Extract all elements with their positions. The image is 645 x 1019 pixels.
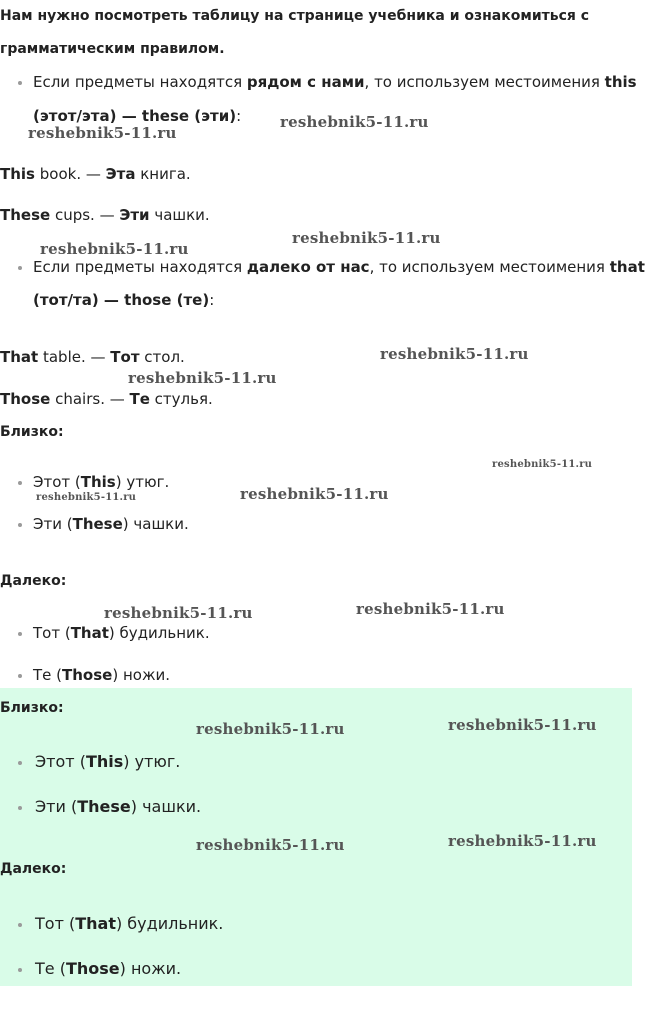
item-text: ) чашки. xyxy=(130,797,202,816)
bullet-dot xyxy=(18,481,22,485)
example-bold: Тот xyxy=(110,348,140,366)
rule-far-line-2 xyxy=(33,291,214,309)
watermark: reshebnik5-11.ru xyxy=(448,716,597,734)
item-bold: These xyxy=(77,797,131,816)
rule-far-line-1 xyxy=(33,258,645,276)
rule-bold: рядом с нами xyxy=(246,73,365,91)
example-text: chairs. — xyxy=(50,390,130,408)
rule-near-line-1 xyxy=(33,73,637,91)
example-text: cups. — xyxy=(50,206,120,224)
rule-text: Если предметы находятся xyxy=(33,73,247,91)
item-text: ) будильник. xyxy=(108,624,210,642)
item-bold: These xyxy=(72,515,123,533)
watermark: reshebnik5-11.ru xyxy=(380,345,529,363)
example-bold: That xyxy=(0,348,39,366)
list-item xyxy=(33,666,170,684)
example-bold: Those xyxy=(0,390,51,408)
list-item xyxy=(35,797,201,816)
bullet-dot xyxy=(18,81,22,85)
list-item xyxy=(33,473,169,491)
watermark: reshebnik5-11.ru xyxy=(36,492,137,503)
rule-bold: (тот/та) — those (те) xyxy=(33,291,210,309)
intro-line-2: грамматическим правилом. xyxy=(0,41,225,57)
example-that-table xyxy=(0,348,185,366)
bullet-dot xyxy=(18,674,22,678)
list-item xyxy=(35,914,223,933)
item-text: Тот ( xyxy=(35,914,76,933)
rule-bold: далеко от нас xyxy=(246,258,370,276)
watermark: reshebnik5-11.ru xyxy=(128,369,277,387)
bullet-dot xyxy=(18,806,22,810)
list-item xyxy=(35,959,181,978)
item-text: Тот ( xyxy=(33,624,71,642)
rule-text: : xyxy=(236,107,242,125)
item-bold: That xyxy=(70,624,109,642)
watermark: reshebnik5-11.ru xyxy=(240,485,389,503)
item-text: Те ( xyxy=(33,666,63,684)
example-bold: This xyxy=(0,165,35,183)
example-bold: These xyxy=(0,206,51,224)
item-bold: Those xyxy=(65,959,120,978)
example-text: table. — xyxy=(38,348,111,366)
bullet-dot xyxy=(18,632,22,636)
intro-line-1: Нам нужно посмотреть таблицу на странице учебника и ознакомиться с xyxy=(0,8,590,24)
example-bold: Те xyxy=(129,390,150,408)
watermark: reshebnik5-11.ru xyxy=(28,124,177,142)
watermark: reshebnik5-11.ru xyxy=(40,240,189,258)
rule-text: , то используем местоимения xyxy=(369,258,610,276)
watermark: reshebnik5-11.ru xyxy=(280,113,429,131)
rule-bold: this xyxy=(604,73,637,91)
list-item xyxy=(35,752,180,771)
watermark: reshebnik5-11.ru xyxy=(196,720,345,738)
watermark: reshebnik5-11.ru xyxy=(448,832,597,850)
item-text: Этот ( xyxy=(35,752,86,771)
rule-bold: that xyxy=(609,258,645,276)
example-these-cups xyxy=(0,206,210,224)
rule-text: Если предметы находятся xyxy=(33,258,247,276)
item-text: Те ( xyxy=(35,959,66,978)
item-bold: This xyxy=(80,473,116,491)
item-text: ) чашки. xyxy=(122,515,189,533)
example-bold: Эти xyxy=(119,206,150,224)
example-those-chairs xyxy=(0,390,213,408)
rule-near-line-2 xyxy=(33,107,241,125)
rule-bold: (этот/эта) — these (эти) xyxy=(33,107,237,125)
example-bold: Эта xyxy=(105,165,136,183)
item-bold: This xyxy=(85,752,124,771)
item-text: ) будильник. xyxy=(115,914,224,933)
list-item xyxy=(33,624,210,642)
item-text: ) утюг. xyxy=(115,473,170,491)
watermark: reshebnik5-11.ru xyxy=(104,604,253,622)
bullet-dot xyxy=(18,923,22,927)
far-heading: Далеко: xyxy=(0,861,67,877)
rule-text: , то используем местоимения xyxy=(364,73,605,91)
watermark: reshebnik5-11.ru xyxy=(356,600,505,618)
item-text: ) ножи. xyxy=(119,959,182,978)
bullet-dot xyxy=(18,523,22,527)
bullet-dot xyxy=(18,761,22,765)
example-text: стол. xyxy=(139,348,185,366)
example-text: book. — xyxy=(34,165,106,183)
watermark: reshebnik5-11.ru xyxy=(196,836,345,854)
near-heading: Близко: xyxy=(0,700,64,716)
item-text: Эти ( xyxy=(35,797,78,816)
bullet-dot xyxy=(18,968,22,972)
item-text: Этот ( xyxy=(33,473,81,491)
watermark: reshebnik5-11.ru xyxy=(292,229,441,247)
far-heading: Далеко: xyxy=(0,573,67,589)
example-this-book xyxy=(0,165,191,183)
item-text: ) утюг. xyxy=(123,752,181,771)
item-bold: That xyxy=(75,914,116,933)
item-bold: Those xyxy=(62,666,113,684)
list-item xyxy=(33,515,189,533)
example-text: чашки. xyxy=(149,206,210,224)
item-text: ) ножи. xyxy=(112,666,170,684)
example-text: стулья. xyxy=(149,390,213,408)
example-text: книга. xyxy=(135,165,191,183)
watermark: reshebnik5-11.ru xyxy=(492,459,593,470)
rule-text: : xyxy=(209,291,215,309)
near-heading: Близко: xyxy=(0,424,64,440)
bullet-dot xyxy=(18,266,22,270)
item-text: Эти ( xyxy=(33,515,73,533)
